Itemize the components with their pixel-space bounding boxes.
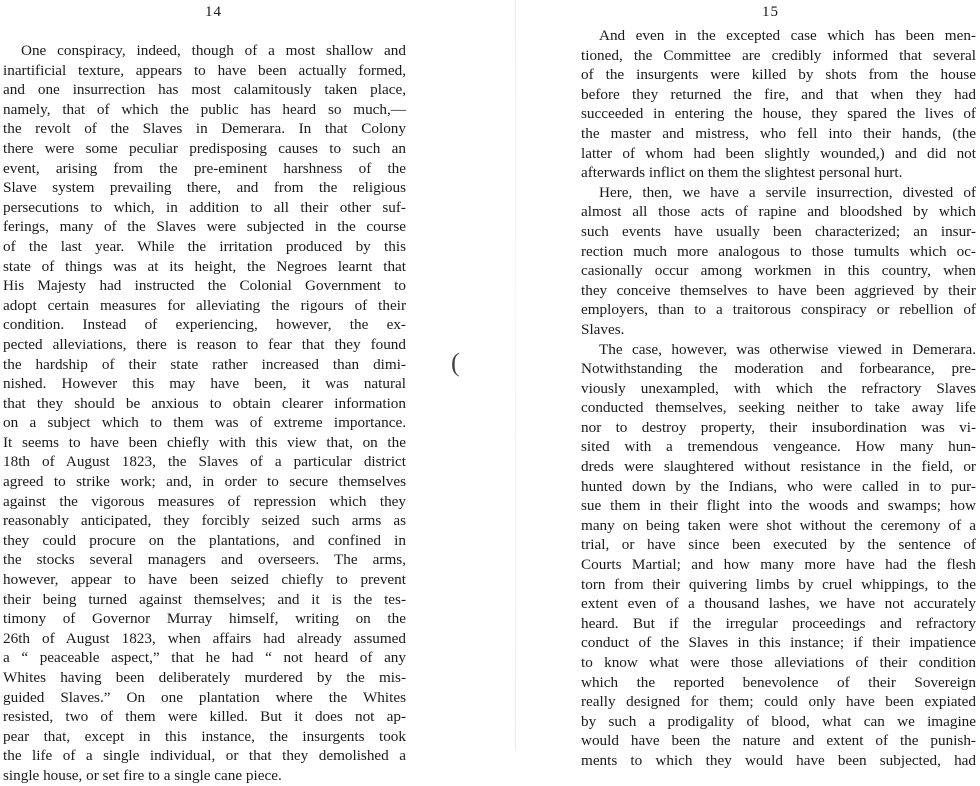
text-line: And even in the excepted case which has been men-	[599, 27, 976, 44]
text-line: many on being taken were shot without the ceremony of a	[581, 516, 976, 534]
text-line: would have been the nature and extent of the punish-	[581, 732, 976, 750]
text-line: there were some peculiar predisposing causes to such an	[3, 139, 406, 157]
text-line: conduct of the Slaves in this instance; if their impatience	[581, 634, 976, 652]
text-line: and one insurrection has most calamitously taken place,	[3, 81, 406, 99]
text-line: however, appear to have been seized chiefly to prevent	[3, 571, 406, 589]
text-line: sue them in their flight into the woods and swamps; how	[581, 497, 976, 515]
text-line: One conspiracy, indeed, though of a most shallow and	[21, 42, 406, 59]
text-line: timony of Governor Murray himself, writing on the	[3, 610, 406, 628]
text-line: against the vigorous measures of repression which they	[3, 492, 406, 510]
text-line: to know what were those alleviations of their condition	[581, 654, 976, 671]
text-line: dreds were slaughtered without resistance in the field, or	[581, 458, 976, 476]
text-line: heard. But if the irregular proceedings and refractory	[581, 614, 976, 632]
left-page-text	[3, 41, 406, 786]
text-line: inartificial texture, appears to have been actually formed,	[3, 61, 406, 79]
text-line: ferings, many of the Slaves were subjected in the course	[3, 218, 406, 236]
text-line: condition. Instead of experiencing, however, the ex-	[3, 316, 406, 334]
text-line: adopt certain measures for alleviating the rigours of their	[3, 296, 406, 314]
text-line: before they returned the fire, and that when they had	[581, 85, 976, 103]
text-line: ments to which they would have been subjected, had	[581, 751, 976, 769]
text-line: trial, or have since been executed by the sentence of	[581, 536, 976, 554]
text-line: Slaves.	[581, 320, 625, 338]
text-line: almost all those acts of rapine and bloodshed by which	[581, 203, 976, 221]
text-line: single house, or set fire to a single cane piece.	[3, 766, 282, 784]
text-line: agreed to strike work; and, in order to secure themselves	[3, 473, 406, 491]
left-page-number: 14	[205, 4, 222, 20]
text-line: Here, then, we have a servile insurrection, divested of	[599, 183, 976, 201]
text-line: latter of whom had been slightly wounded,) and did not	[581, 144, 976, 162]
text-line: namely, that of which the public has heard so much,—	[3, 100, 406, 118]
text-line: the master and mistress, who fell into their hands, (the	[581, 124, 976, 142]
text-line: viously unexampled, with which the refractory Slaves	[581, 379, 976, 397]
text-line: persecutions to which, in addition to all their other suf-	[3, 198, 406, 216]
text-line: that they should be anxious to obtain clearer information	[3, 394, 406, 412]
text-line: which the reported benevolence of their Sovereign	[581, 673, 976, 691]
text-line: rection much more analogous to those tumults which oc-	[581, 242, 976, 260]
text-line: extent even of a thousand lashes, we have not accurately	[581, 595, 976, 613]
text-line: Courts Martial; and how many more have had the flesh	[581, 556, 976, 574]
text-line: they could procure on the plantations, and confined in	[3, 531, 406, 549]
text-line: reasonably anticipated, they forcibly seized such arms as	[3, 512, 406, 530]
text-line: their being turned against themselves; and it is the tes-	[3, 590, 406, 608]
text-line: by such a prodigality of blood, what can we imagine	[581, 712, 976, 730]
text-line: sited with a tremendous vengeance. How many hun-	[581, 438, 976, 456]
text-line: resisted, two of them were killed. But it does not ap-	[3, 708, 406, 726]
text-line: state of things was at its height, the Negroes learnt that	[3, 257, 406, 275]
text-line: they conceive themselves to have been aggrieved by their	[581, 281, 976, 299]
text-line: It seems to have been chiefly with this view that, on the	[3, 433, 406, 451]
right-page-number: 15	[762, 4, 779, 20]
text-line: the revolt of the Slaves in Demerara. In that Colony	[3, 120, 406, 138]
right-page-text	[581, 26, 976, 771]
text-line: nor to destroy property, their insubordination was vi-	[581, 418, 976, 436]
text-line: such events have usually been characterized; an insur-	[581, 222, 976, 240]
text-line: pected alleviations, there is reason to fear that they found	[3, 335, 406, 353]
text-line: of the insurgents were killed by shots from the house	[581, 66, 976, 84]
text-line: hunted down by the Indians, who were called in to pur-	[581, 477, 976, 495]
text-line: Notwithstanding the moderation and forbearance, pre-	[581, 360, 976, 378]
page-gutter	[515, 0, 516, 750]
text-line: really designed for them; could only have been expiated	[581, 693, 976, 711]
text-line: on a subject which to them was of extreme importance.	[3, 414, 406, 432]
text-line: succeeded in entering the house, they spared the lives of	[581, 105, 976, 123]
text-line: Slave system prevailing there, and from the religious	[3, 179, 406, 197]
text-line: 18th of August 1823, the Slaves of a particular district	[3, 453, 406, 471]
text-line: The case, however, was otherwise viewed in Demerara.	[599, 340, 976, 358]
text-line: the life of a single individual, or that they demolished a	[3, 747, 406, 765]
text-line: the stocks several managers and overseers. The arms,	[3, 551, 406, 569]
margin-mark: (	[451, 348, 460, 377]
text-line: a “ peaceable aspect,” that he had “ not heard of any	[3, 649, 406, 667]
text-line: 26th of August 1823, when affairs had already assumed	[3, 629, 406, 647]
text-line: tioned, the Committee are credibly informed that several	[581, 46, 976, 64]
text-line: Whites having been deliberately murdered by the mis-	[3, 669, 406, 686]
text-line: His Majesty had instructed the Colonial Government to	[3, 277, 406, 295]
text-line: afterwards inflict on them the slightest personal hurt.	[581, 164, 903, 182]
text-line: casionally occur among workmen in this country, when	[581, 262, 976, 280]
text-line: pear that, except in this instance, the insurgents took	[3, 727, 406, 745]
text-line: guided Slaves.” On one plantation where the Whites	[3, 688, 406, 706]
text-line: of the last year. While the irritation produced by this	[3, 237, 406, 255]
text-line: the hardship of their state rather increased than dimi-	[3, 355, 406, 373]
text-line: conducted themselves, seeking neither to take away life	[581, 399, 976, 417]
text-line: employers, than to a traitorous conspiracy or rebellion of	[581, 301, 976, 319]
text-line: event, arising from the pre-eminent harshness of the	[3, 159, 406, 177]
text-line: nished. However this may have been, it was natural	[3, 375, 406, 393]
text-line: torn from their quivering limbs by cruel whippings, to the	[581, 575, 976, 593]
